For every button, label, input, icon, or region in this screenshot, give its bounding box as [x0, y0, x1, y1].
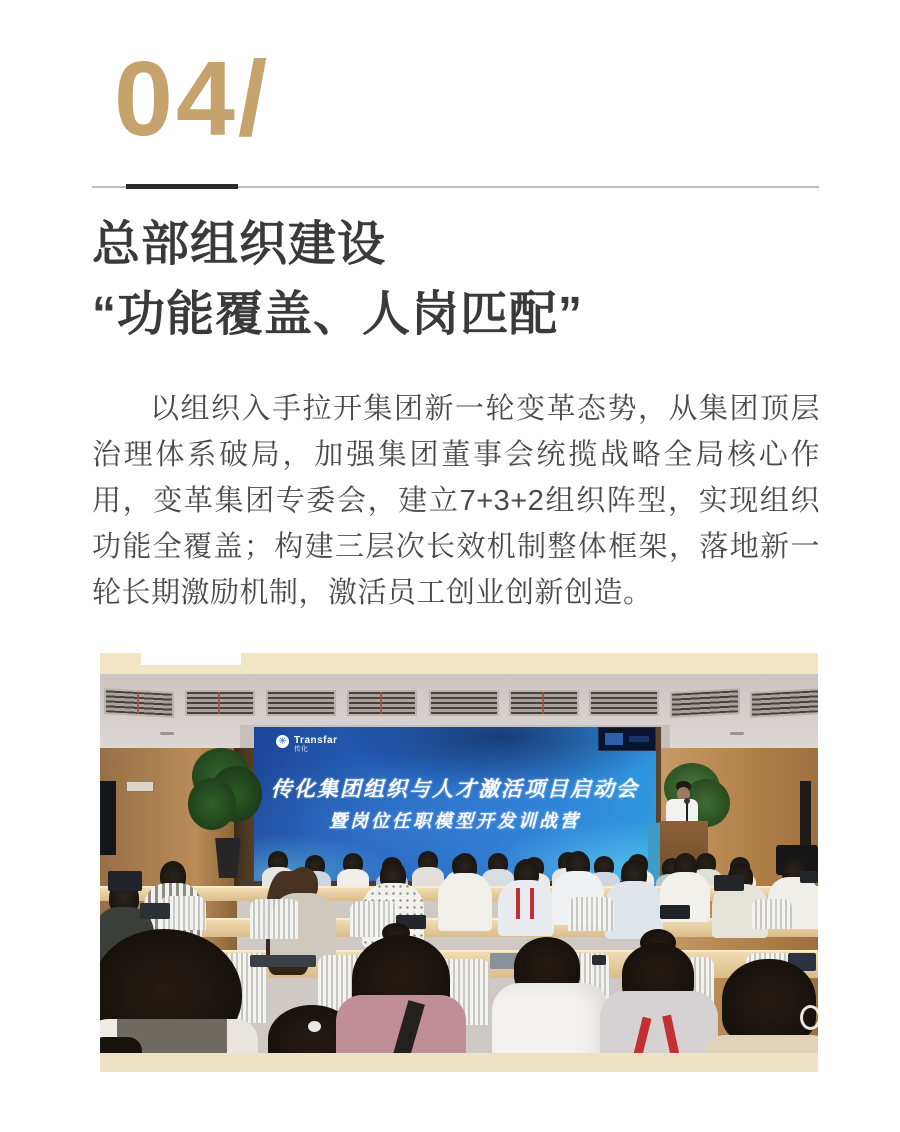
- audience-torso: [498, 880, 554, 936]
- logo-chinese-name: 传化: [294, 746, 308, 753]
- laptop: [714, 875, 744, 891]
- laptop: [800, 871, 818, 883]
- divider-accent-segment: [126, 184, 238, 189]
- mesh-chair: [568, 897, 614, 931]
- laptop: [660, 905, 690, 919]
- laptop: [108, 871, 142, 891]
- laptop: [250, 955, 316, 967]
- screen-title-line2: 暨岗位任职模型开发训战营: [329, 811, 581, 832]
- lanyard: [516, 888, 520, 919]
- screen-title-line1: 传化集团组织与人才激活项目启动会: [271, 776, 639, 801]
- mesh-chair: [250, 899, 300, 939]
- audience-torso: [438, 873, 492, 931]
- laptop: [140, 903, 170, 919]
- page-title: [92, 210, 583, 350]
- laptop: [592, 955, 606, 965]
- page-title-line2: “功能覆盖、人岗匹配”: [92, 288, 584, 341]
- section-number: 04/: [114, 40, 271, 158]
- logo-name: Transfar: [294, 735, 338, 746]
- divider-line: [92, 186, 819, 188]
- beige-band-top: [100, 653, 818, 674]
- beige-band-bottom: [100, 1053, 818, 1072]
- event-photo: [100, 653, 818, 1072]
- hair-scrunchie: [308, 1021, 321, 1032]
- transfar-logo-icon: ✳: [276, 735, 289, 748]
- lanyard: [530, 888, 534, 919]
- person-right-head: [722, 959, 816, 1043]
- white-notch: [141, 653, 241, 665]
- mask-earloop: [800, 1005, 818, 1030]
- body-paragraph: 以组织入手拉开集团新一轮变革态势，从集团顶层治理体系破局，加强集团董事会统揽战略全局核心作用，变革集团专委会，建立7+3+2组织阵型，实现组织功能全覆盖；构建三层次长效机制整体框架，落地新一轮长期激励机制，激活员工创业创新创造。: [92, 393, 820, 609]
- mesh-chair: [752, 899, 792, 929]
- page-title-line1: 总部组织建设: [92, 218, 387, 271]
